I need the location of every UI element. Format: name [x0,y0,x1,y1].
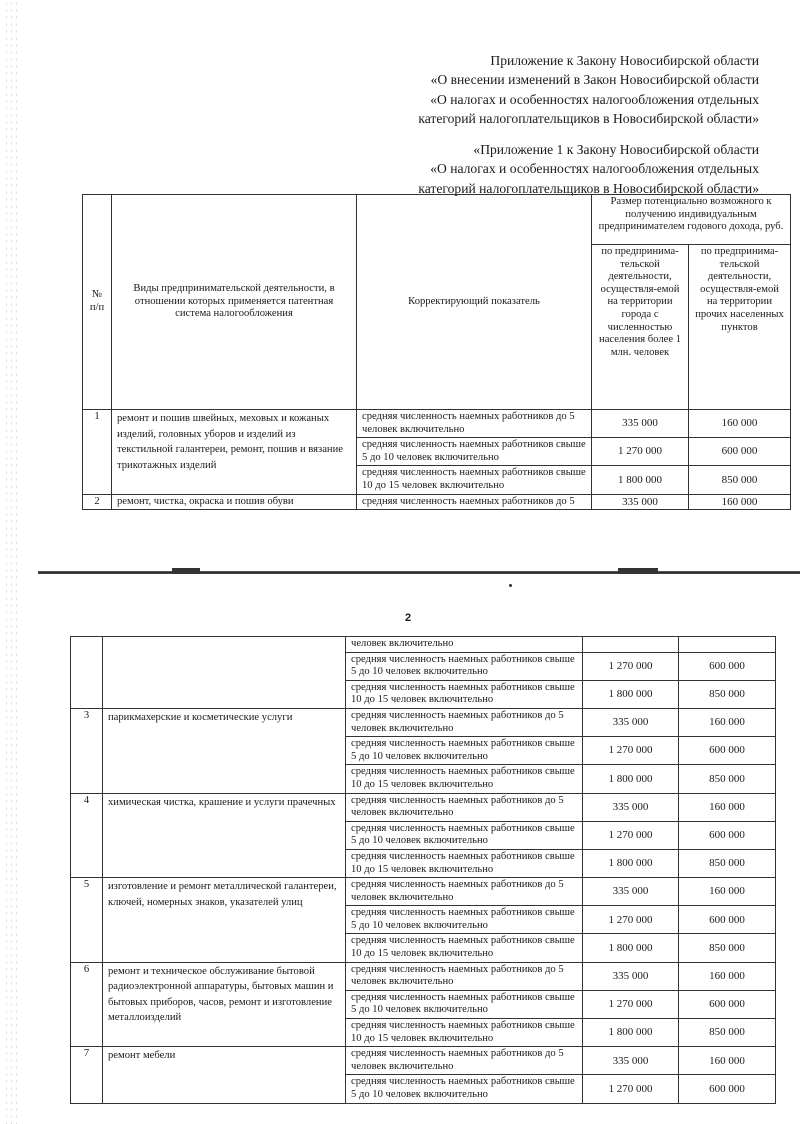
activity-name: ремонт и техническое обслуживание бытовой радиоэлектронной аппаратуры, бытовых машин и бытовых приборов, часов, ремонт и изготовление металлоизделий [103,962,346,1047]
indicator: средняя численность наемных работников свыше 10 до 15 человек включительно [357,466,592,494]
header-indicator: Корректирующий показатель [357,195,592,410]
income-city: 1 800 000 [583,765,679,793]
income-city: 1 270 000 [583,990,679,1018]
income-other: 850 000 [679,680,776,708]
document-header [418,51,759,198]
indicator: средняя численность наемных работников до 5 человек включительно [346,708,583,736]
income-city: 1 800 000 [583,934,679,962]
income-city: 1 800 000 [583,680,679,708]
income-other: 600 000 [679,906,776,934]
income-city: 1 270 000 [583,737,679,765]
activity-name: ремонт и пошив швейных, меховых и кожаных изделий, головных уборов и изделий из текстильной галантереи, ремонт, пошив и вязание трикотажных изделий [112,410,357,495]
income-other: 600 000 [679,652,776,680]
header-line: Приложение к Закону Новосибирской области [490,53,759,68]
indicator: средняя численность наемных работников свыше 5 до 10 человек включительно [346,1075,583,1103]
row-number: 2 [83,494,112,510]
patent-income-table-page2 [70,636,776,1104]
indicator: человек включительно [346,637,583,653]
activity-name: химическая чистка, крашение и услуги прачечных [103,793,346,878]
income-city: 335 000 [583,708,679,736]
header-activity: Виды предпринимательской деятельности, в отношении которых применяется патентная система налогообложения [112,195,357,410]
indicator: средняя численность наемных работников свыше 10 до 15 человек включительно [346,680,583,708]
row-number: 4 [71,793,103,878]
indicator: средняя численность наемных работников до 5 человек включительно [346,793,583,821]
table-row [71,878,776,906]
row-number: 6 [71,962,103,1047]
income-other: 850 000 [679,849,776,877]
header-line: категорий налогоплательщиков в Новосибирской области» [418,180,759,196]
activity-name: изготовление и ремонт металлической галантереи, ключей, номерных знаков, указателей улиц [103,878,346,963]
table-row [71,1047,776,1075]
income-other: 600 000 [679,821,776,849]
activity-name: ремонт мебели [103,1047,346,1103]
income-city: 1 800 000 [583,1019,679,1047]
income-city: 335 000 [583,962,679,990]
scan-artifact [618,568,658,574]
indicator: средняя численность наемных работников свыше 5 до 10 человек включительно [346,906,583,934]
header-num: № п/п [83,195,112,410]
indicator: средняя численность наемных работников свыше 5 до 10 человек включительно [357,438,592,466]
header-line: «Приложение 1 к Закону Новосибирской области [473,142,759,158]
income-other: 160 000 [679,962,776,990]
scan-artifact [172,568,200,574]
indicator: средняя численность наемных работников свыше 10 до 15 человек включительно [346,765,583,793]
income-city: 335 000 [592,410,689,438]
activity-name: ремонт, чистка, окраска и пошив обуви [112,494,357,510]
activity-name [103,637,346,709]
header-line: «О налогах и особенностях налогообложения отдельных [430,161,759,177]
activity-name: парикмахерские и косметические услуги [103,708,346,793]
row-number: 5 [71,878,103,963]
table-row [71,962,776,990]
indicator: средняя численность наемных работников свыше 5 до 10 человек включительно [346,737,583,765]
income-other: 160 000 [679,793,776,821]
income-city: 1 270 000 [583,652,679,680]
header-income: Размер потенциально возможного к получению индивидуальным предпринимателем годового дохода, руб. [592,195,791,245]
page-break-line [38,571,800,574]
income-city: 1 270 000 [592,438,689,466]
income-city: 1 800 000 [583,849,679,877]
header-income-city: по предпринима-тельской деятельности, осуществля-емой на территории города с численностью населения более 1 млн. человек [592,245,689,410]
row-number: 7 [71,1047,103,1103]
income-city [583,637,679,653]
patent-income-table-page1 [82,194,791,510]
table-row [83,494,791,510]
table-row [71,637,776,653]
header-line: категорий налогоплательщиков в Новосибирской области» [418,110,759,126]
indicator: средняя численность наемных работников свыше 10 до 15 человек включительно [346,934,583,962]
income-other: 850 000 [679,934,776,962]
income-city: 1 270 000 [583,1075,679,1103]
table-row [71,708,776,736]
indicator: средняя численность наемных работников свыше 10 до 15 человек включительно [346,849,583,877]
indicator: средняя численность наемных работников до 5 [357,494,592,510]
indicator: средняя численность наемных работников до 5 человек включительно [346,962,583,990]
indicator: средняя численность наемных работников до 5 человек включительно [357,410,592,438]
income-city: 335 000 [583,793,679,821]
income-other [679,637,776,653]
income-city: 335 000 [583,1047,679,1075]
income-other: 160 000 [679,1047,776,1075]
income-other: 160 000 [689,410,791,438]
income-other: 160 000 [679,708,776,736]
indicator: средняя численность наемных работников свыше 5 до 10 человек включительно [346,990,583,1018]
header-income-other: по предпринима-тельской деятельности, осуществля-емой на территории прочих населенных пунктов [689,245,791,410]
scan-dot [509,584,512,587]
row-number: 3 [71,708,103,793]
income-other: 850 000 [679,1019,776,1047]
table-row [83,410,791,438]
row-number [71,637,103,709]
income-other: 600 000 [679,737,776,765]
indicator: средняя численность наемных работников свыше 5 до 10 человек включительно [346,821,583,849]
indicator: средняя численность наемных работников свыше 5 до 10 человек включительно [346,652,583,680]
income-city: 1 270 000 [583,821,679,849]
table-row [71,793,776,821]
indicator: средняя численность наемных работников свыше 10 до 15 человек включительно [346,1019,583,1047]
indicator: средняя численность наемных работников до 5 человек включительно [346,878,583,906]
page-number: 2 [405,612,412,624]
header-line: «О налогах и особенностях налогообложения отдельных [430,91,759,107]
income-city: 335 000 [583,878,679,906]
indicator: средняя численность наемных работников до 5 человек включительно [346,1047,583,1075]
income-other: 600 000 [679,990,776,1018]
income-other: 160 000 [679,878,776,906]
income-other: 160 000 [689,494,791,510]
income-city: 1 800 000 [592,466,689,494]
income-city: 335 000 [592,494,689,510]
header-line: «О внесении изменений в Закон Новосибирской области [430,72,759,88]
income-city: 1 270 000 [583,906,679,934]
income-other: 600 000 [689,438,791,466]
scan-edge-noise [4,0,18,1124]
income-other: 850 000 [689,466,791,494]
income-other: 600 000 [679,1075,776,1103]
income-other: 850 000 [679,765,776,793]
row-number: 1 [83,410,112,495]
